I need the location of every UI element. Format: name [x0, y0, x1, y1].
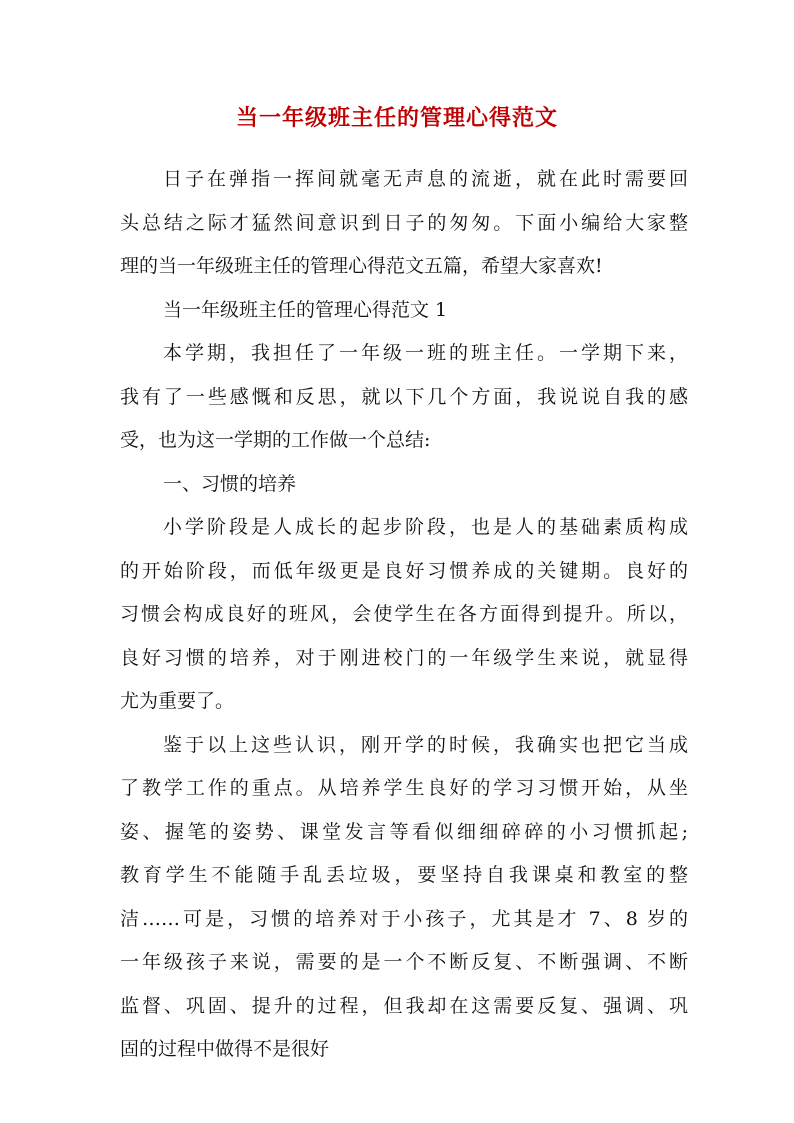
text-line-18: 洁……可是，习惯的培养对于小孩子，尤其是才 7、8 岁的: [120, 907, 688, 930]
document-body: [120, 158, 688, 1072]
text-line-1: 日子在弹指一挥间就毫无声息的流逝，就在此时需要回: [163, 168, 688, 190]
text-line-11: 习惯会构成良好的班风，会使学生在各方面得到提升。所以，: [120, 603, 688, 625]
text-line-19: 一年级孩子来说，需要的是一个不断反复、不断强调、不断: [120, 951, 688, 973]
text-line-3: 理的当一年级班主任的管理心得范文五篇，希望大家喜欢!: [120, 255, 603, 277]
text-line-5: 本学期，我担任了一年级一班的班主任。一学期下来，: [163, 342, 688, 364]
text-line-2: 头总结之际才猛然间意识到日子的匆匆。下面小编给大家整: [120, 211, 688, 234]
document-title: 当一年级班主任的管理心得范文: [235, 105, 558, 131]
text-line-17: 教育学生不能随手乱丢垃圾，要坚持自我课桌和教室的整: [120, 864, 688, 886]
text-line-13: 尤为重要了。: [120, 690, 235, 712]
text-line-7: 受，也为这一学期的工作做一个总结:: [120, 429, 431, 451]
text-line-4: 当一年级班主任的管理心得范文 1: [163, 298, 448, 321]
text-line-15: 了教学工作的重点。从培养学生良好的学习习惯开始，从坐: [120, 777, 688, 799]
text-line-12: 良好习惯的培养，对于刚进校门的一年级学生来说，就显得: [120, 646, 688, 669]
text-line-8: 一、习惯的培养: [163, 472, 297, 495]
text-line-16: 姿、握笔的姿势、课堂发言等看似细细碎碎的小习惯抓起;: [120, 820, 688, 843]
text-line-14: 鉴于以上这些认识，刚开学的时候，我确实也把它当成: [163, 733, 688, 756]
text-line-10: 的开始阶段，而低年级更是良好习惯养成的关键期。良好的: [120, 559, 688, 582]
text-line-6: 我有了一些感慨和反思，就以下几个方面，我说说自我的感: [120, 385, 688, 408]
text-line-9: 小学阶段是人成长的起步阶段，也是人的基础素质构成: [163, 516, 688, 538]
text-line-20: 监督、巩固、提升的过程，但我却在这需要反复、强调、巩: [120, 994, 688, 1017]
text-line-21: 固的过程中做得不是很好: [120, 1038, 330, 1060]
